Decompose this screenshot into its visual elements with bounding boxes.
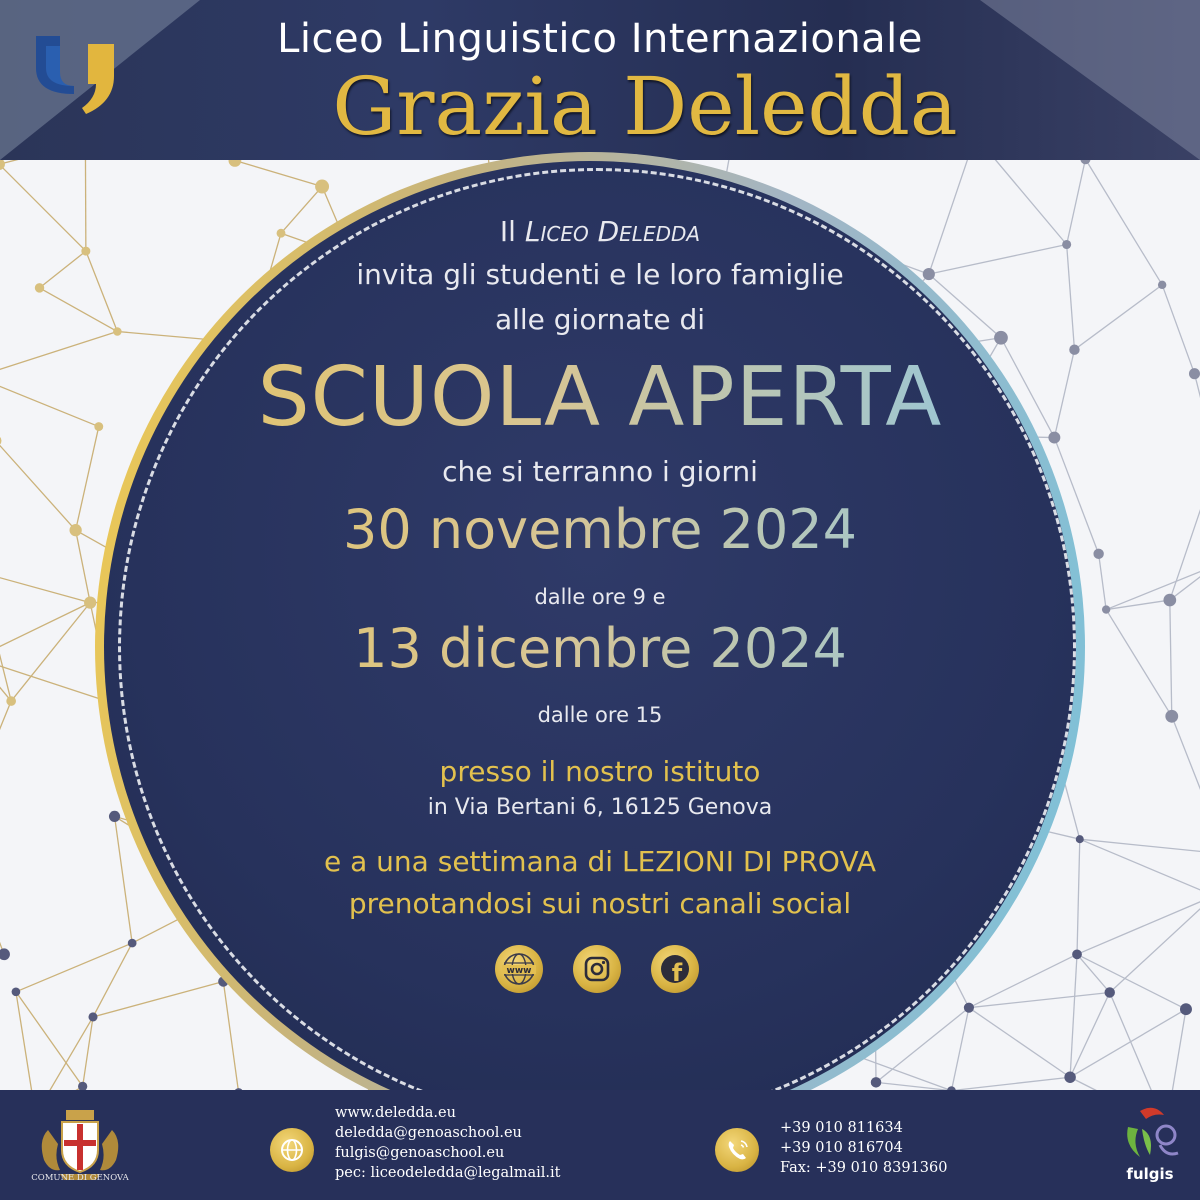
phone-number-1[interactable]: +39 010 811634: [780, 1120, 903, 1136]
instagram-icon[interactable]: [573, 945, 621, 993]
network-line: [1070, 1009, 1186, 1077]
footer-bar: [0, 1090, 1200, 1200]
web-contact-bubble: [270, 1128, 314, 1172]
network-node: [315, 180, 329, 194]
network-line: [235, 160, 322, 186]
network-line: [951, 1077, 1070, 1090]
social-icons-row: [495, 945, 705, 995]
facebook-glyph-icon: [658, 952, 692, 986]
headline-scuola-aperta: SCUOLA APERTA: [0, 350, 1200, 445]
www-icon[interactable]: [495, 945, 543, 993]
globe-www-icon: [499, 949, 539, 989]
network-node: [12, 987, 21, 996]
network-node: [871, 1077, 882, 1088]
fulgis-logo-icon: [1120, 1105, 1184, 1165]
fax-number: Fax: +39 010 8391360: [780, 1160, 948, 1176]
school-title-top: Liceo Linguistico Internazionale: [277, 16, 923, 62]
network-line: [93, 943, 132, 1017]
phone-icon: [715, 1128, 759, 1172]
network-node: [1064, 1071, 1075, 1082]
venue-text: presso il nostro istituto: [439, 755, 761, 788]
intro-line-1: [0, 215, 1200, 248]
network-node: [0, 158, 5, 170]
globe-icon: [270, 1128, 314, 1172]
instagram-glyph-icon: [582, 954, 612, 984]
network-node: [1076, 835, 1084, 843]
network-line: [16, 943, 132, 992]
facebook-icon[interactable]: [651, 945, 699, 993]
header-banner: [0, 0, 1200, 160]
network-line: [969, 992, 1110, 1007]
network-node: [964, 1003, 974, 1013]
intro-line-2: invita gli studenti e le loro famiglie: [356, 258, 844, 291]
date-second: 13 dicembre 2024: [0, 617, 1200, 680]
pec-email-link[interactable]: pec: liceodeledda@legalmail.it: [335, 1165, 561, 1181]
network-node: [88, 1012, 97, 1021]
website-link[interactable]: www.deledda.eu: [335, 1105, 456, 1121]
trial-lessons-line: e a una settimana di LEZIONI DI PROVA: [324, 845, 876, 878]
email-fulgis-link[interactable]: fulgis@genoaschool.eu: [335, 1145, 505, 1161]
svg-text:www: www: [506, 966, 532, 976]
network-line: [93, 982, 223, 1017]
network-node: [1105, 987, 1115, 997]
date-first: 30 novembre 2024: [0, 498, 1200, 561]
intro-prefix: Il: [499, 215, 525, 248]
network-node: [1180, 1003, 1192, 1015]
school-name-small-caps: Liceo Deledda: [524, 215, 701, 248]
network-line: [1070, 954, 1077, 1077]
network-node: [0, 948, 10, 960]
svg-text:f: f: [671, 959, 683, 986]
phone-contact-bubble: [715, 1128, 759, 1172]
intro-line-3: alle giornate di: [494, 303, 706, 336]
time-first: dalle ore 9 e: [534, 585, 666, 609]
network-node: [128, 939, 137, 948]
phone-contact-lines: [780, 1118, 947, 1178]
network-line: [1070, 992, 1110, 1077]
web-contact-lines: [335, 1103, 561, 1183]
network-line: [83, 1017, 93, 1086]
email-deledda-link[interactable]: deledda@genoaschool.eu: [335, 1125, 522, 1141]
phone-number-2[interactable]: +39 010 816704: [780, 1140, 903, 1156]
network-line: [969, 1008, 1070, 1078]
network-line: [1077, 954, 1186, 1009]
network-line: [115, 816, 133, 943]
fulgis-label: fulgis: [1126, 1165, 1174, 1183]
time-second: dalle ore 15: [537, 703, 663, 727]
network-line: [1077, 954, 1110, 992]
comune-genova-label: COMUNE DI GENOVA: [31, 1173, 129, 1183]
address-text: in Via Bertani 6, 16125 Genova: [427, 795, 773, 820]
network-line: [969, 954, 1077, 1007]
school-title-main: Grazia Deledda: [332, 60, 958, 153]
network-line: [223, 982, 238, 1093]
days-intro: che si terranno i giorni: [442, 455, 758, 488]
network-node: [1072, 949, 1082, 959]
social-booking-line: prenotandosi sui nostri canali social: [348, 887, 852, 920]
network-line: [16, 992, 83, 1087]
